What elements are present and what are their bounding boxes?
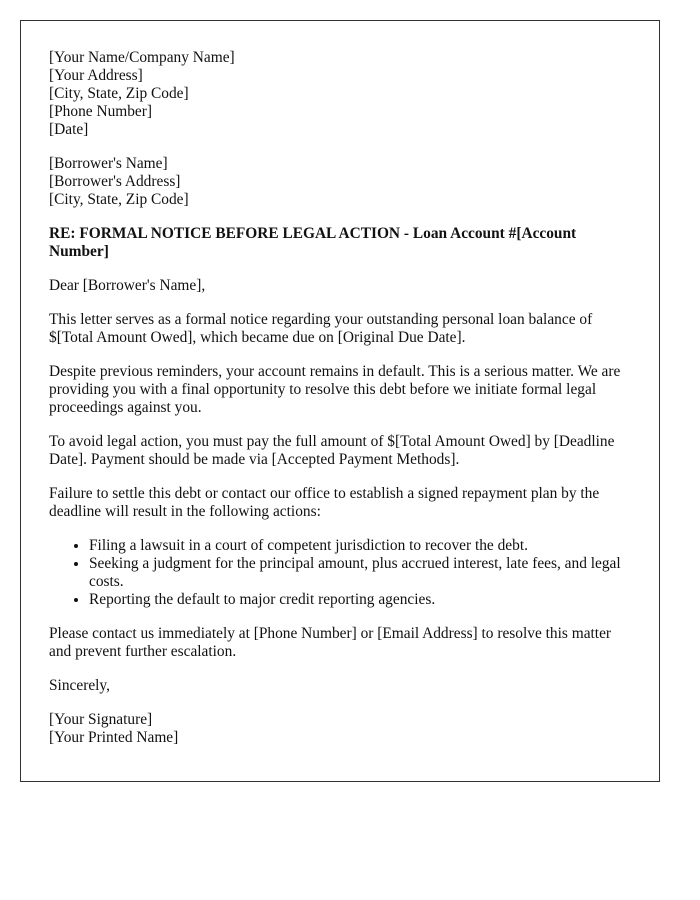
subject-line: RE: FORMAL NOTICE BEFORE LEGAL ACTION - Loan Account #[Account Number] (49, 225, 577, 260)
list-item: • Reporting the default to major credit reporting agencies. (89, 591, 631, 609)
letter-document (20, 20, 660, 782)
recipient-address: [Borrower's Address] (49, 173, 181, 190)
printed-name: [Your Printed Name] (49, 729, 179, 746)
signature-block (49, 711, 631, 747)
paragraph-contact: Please contact us immediately at [Phone Number] or [Email Address] to resolve this matter and prevent further escalation. (49, 625, 612, 660)
sender-address-block (49, 49, 631, 139)
recipient-name: [Borrower's Name] (49, 155, 168, 172)
letter-date: [Date] (49, 121, 89, 138)
actions-list (49, 537, 631, 609)
salutation: Dear [Borrower's Name], (49, 277, 206, 294)
sender-phone: [Phone Number] (49, 103, 153, 120)
list-item: • Filing a lawsuit in a court of competent jurisdiction to recover the debt. (89, 537, 631, 555)
paragraph-default: Despite previous reminders, your account remains in default. This is a serious matter. We are providing you with a final opportunity to resolve this debt before we initiate formal legal proceedings against you. (49, 363, 621, 416)
sender-name: [Your Name/Company Name] (49, 49, 235, 66)
recipient-city-state-zip: [City, State, Zip Code] (49, 191, 189, 208)
sender-city-state-zip: [City, State, Zip Code] (49, 85, 189, 102)
list-item: • Seeking a judgment for the principal amount, plus accrued interest, late fees, and legal costs. (89, 555, 631, 591)
closing: Sincerely, (49, 677, 110, 694)
paragraph-consequences: Failure to settle this debt or contact our office to establish a signed repayment plan by the deadline will result in the following actions: (49, 485, 600, 520)
sender-address: [Your Address] (49, 67, 143, 84)
signature: [Your Signature] (49, 711, 153, 728)
recipient-address-block (49, 155, 631, 209)
paragraph-notice: This letter serves as a formal notice regarding your outstanding personal loan balance of $[Total Amount Owed], which became due on [Original Due Date]. (49, 311, 593, 346)
paragraph-payment-demand: To avoid legal action, you must pay the full amount of $[Total Amount Owed] by [Deadline Date]. Payment should be made via [Accepted Payment Methods]. (49, 433, 615, 468)
